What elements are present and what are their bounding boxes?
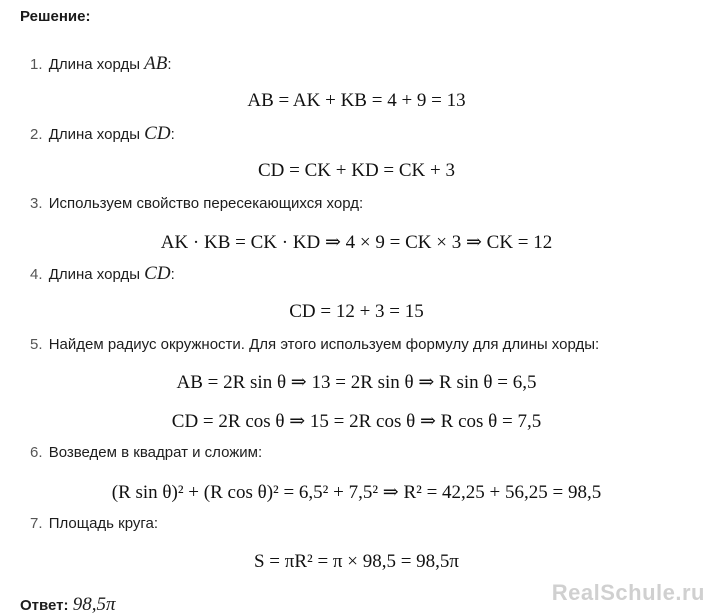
formula-3: AK · KB = CK · KD ⇒ 4 × 9 = CK × 3 ⇒ CK = 12 — [160, 232, 553, 253]
step-text: Длина хорды — [48, 266, 145, 283]
step-number: 4. — [30, 266, 43, 283]
step-number: 6. — [30, 444, 43, 461]
step-4 — [30, 263, 175, 285]
formula-6: CD = 2R cos θ ⇒ 15 = 2R cos θ ⇒ R cos θ = 7,5 — [171, 411, 542, 432]
step-text: Найдем радиус окружности. Для этого используем формулу для длины хорды: — [48, 336, 600, 353]
step-number: 1. — [30, 56, 43, 73]
step-5 — [30, 336, 599, 353]
step-math: CD — [144, 123, 171, 144]
formula-1: AB = AK + KB = 4 + 9 = 13 — [247, 90, 466, 111]
step-tail: : — [170, 126, 175, 143]
step-number: 7. — [30, 515, 43, 532]
step-2 — [30, 123, 175, 145]
formula-5: AB = 2R sin θ ⇒ 13 = 2R sin θ ⇒ R sin θ = 6,5 — [176, 372, 537, 393]
step-6 — [30, 444, 262, 461]
solution-heading: Решение: — [20, 8, 91, 25]
formula-8: S = πR² = π × 98,5 = 98,5π — [253, 551, 460, 572]
step-3 — [30, 195, 363, 212]
formula-7: (R sin θ)² + (R cos θ)² = 6,5² + 7,5² ⇒ R² = 42,25 + 56,25 = 98,5 — [111, 482, 602, 503]
step-number: 2. — [30, 126, 43, 143]
step-1 — [30, 53, 172, 75]
step-text: Возведем в квадрат и сложим: — [48, 444, 263, 461]
step-tail: : — [167, 56, 172, 73]
answer-value: 98,5π — [72, 594, 116, 615]
step-tail: : — [170, 266, 175, 283]
step-text: Площадь круга: — [48, 515, 159, 532]
step-text: Длина хорды — [48, 126, 145, 143]
step-7 — [30, 515, 158, 532]
step-number: 3. — [30, 195, 43, 212]
step-text: Используем свойство пересекающихся хорд: — [48, 195, 364, 212]
answer-label: Ответ: — [20, 597, 69, 614]
step-math: AB — [144, 53, 168, 74]
answer-line — [20, 594, 115, 616]
step-math: CD — [144, 263, 171, 284]
formula-4: CD = 12 + 3 = 15 — [289, 301, 424, 322]
step-text: Длина хорды — [48, 56, 145, 73]
site-watermark: RealSchule.ru — [551, 580, 705, 605]
formula-2: CD = CK + KD = CK + 3 — [258, 160, 455, 181]
step-number: 5. — [30, 336, 43, 353]
